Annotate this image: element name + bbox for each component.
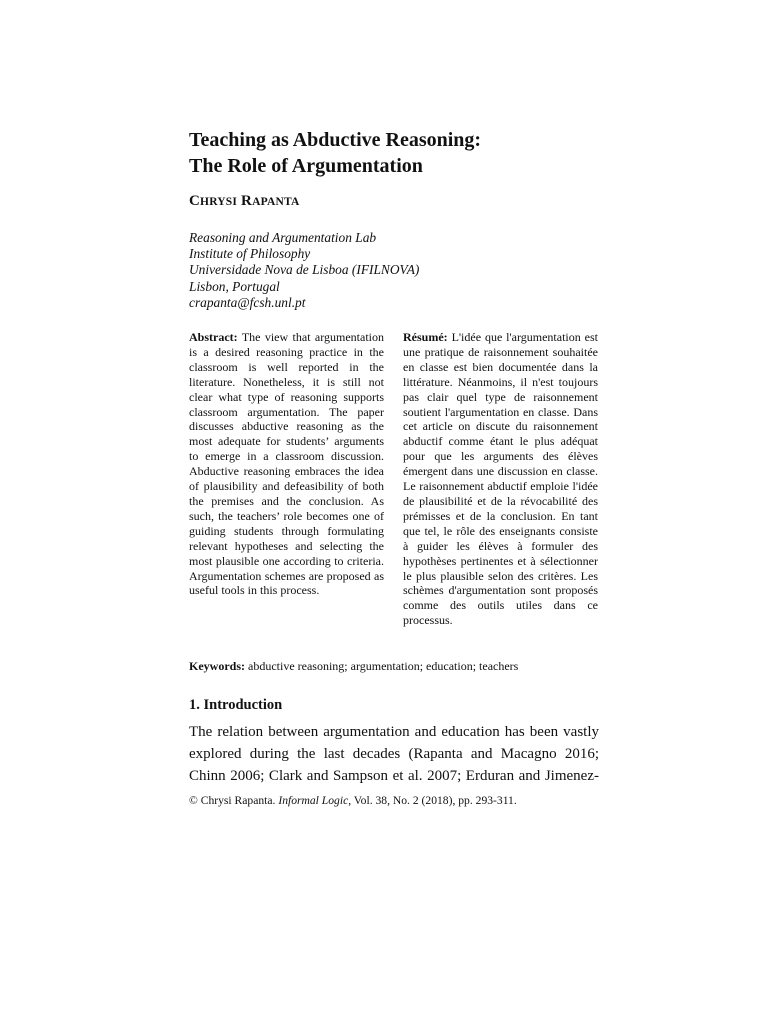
intro-line-3: Chinn 2006; Clark and Sampson et al. 2007; Erduran and Jimenez-	[189, 768, 599, 784]
copyright-footer	[189, 794, 609, 808]
keywords-label: Keywords:	[189, 659, 245, 673]
abstract-french	[403, 330, 598, 628]
intro-line-2: explored during the last decades (Rapanta and Macagno 2016;	[189, 746, 599, 762]
affiliation-lab: Reasoning and Argumentation Lab	[189, 230, 377, 245]
footer-prefix: © Chrysi Rapanta.	[189, 794, 276, 807]
affiliation-university: Universidade Nova de Lisboa (IFILNOVA)	[189, 262, 420, 278]
title-line-2: The Role of Argumentation	[189, 155, 423, 177]
title-line-1: Teaching as Abductive Reasoning:	[189, 129, 482, 151]
footer-journal: Informal Logic	[278, 794, 349, 807]
affiliation-institute: Institute of Philosophy	[189, 246, 311, 262]
section-heading: 1. Introduction	[189, 697, 283, 713]
resume-text: L'idée que l'argumentation est une pratique de raisonnement souhaitée en classe est bien documentée dans la littérature. Néanmoins, il n'est toujours pas clair quel type de raisonnement soutient l'argumentation en classe. Dans cet article on discute du raisonnement abductif comme étant le plus adéquat pour que les arguments des élèves émergent dans une discussion en classe. Le raisonnement abductif emploie l'idée de plausibilité et de la révocabilité des prémisses et de la conclusion. En tant que tel, le rôle des enseignants consiste à guider les élèves à formuler des hypothèses pertinentes et à sélectionner le plus plausible selon des critères. Les schèmes d'argumentation sont proposés comme des outils utiles dans ce processus.	[403, 330, 598, 628]
keywords-text: abductive reasoning; argumentation; education; teachers	[248, 659, 519, 673]
author-name	[189, 193, 300, 210]
author-last-initial: R	[241, 193, 253, 209]
affiliation-location: Lisbon, Portugal	[189, 278, 280, 294]
author-first-initial: C	[189, 193, 201, 209]
abstract-label: Abstract:	[189, 330, 238, 344]
keywords	[189, 659, 609, 674]
author-first-rest: HRYSI	[200, 196, 238, 208]
paper-title	[189, 127, 589, 179]
intro-paragraph	[189, 721, 599, 787]
resume-label: Résumé:	[403, 330, 448, 344]
affiliation-block	[189, 230, 589, 311]
intro-line-1: The relation between argumentation and education has been vastly	[189, 724, 599, 740]
author-last-rest: APANTA	[252, 196, 300, 208]
author-email: crapanta@fcsh.unl.pt	[189, 294, 306, 310]
abstract-text: The view that argumentation is a desired reasoning practice in the classroom is well reported in the literature. Nonetheless, it is still not clear what type of reasoning supports classroom argumentation. The paper discusses abductive reasoning as the most adequate for students’ arguments to emerge in a classroom discussion. Abductive reasoning embraces the idea of plausibility and defeasibility of both the premises and the conclusion. As such, the teachers’ role becomes one of guiding students through formulating relevant hypotheses and selecting the most plausible one according to criteria. Argumentation schemes are proposed as useful tools in this process.	[189, 330, 384, 598]
footer-suffix: , Vol. 38, No. 2 (2018), pp. 293-311.	[348, 794, 517, 807]
abstract-english	[189, 330, 384, 598]
